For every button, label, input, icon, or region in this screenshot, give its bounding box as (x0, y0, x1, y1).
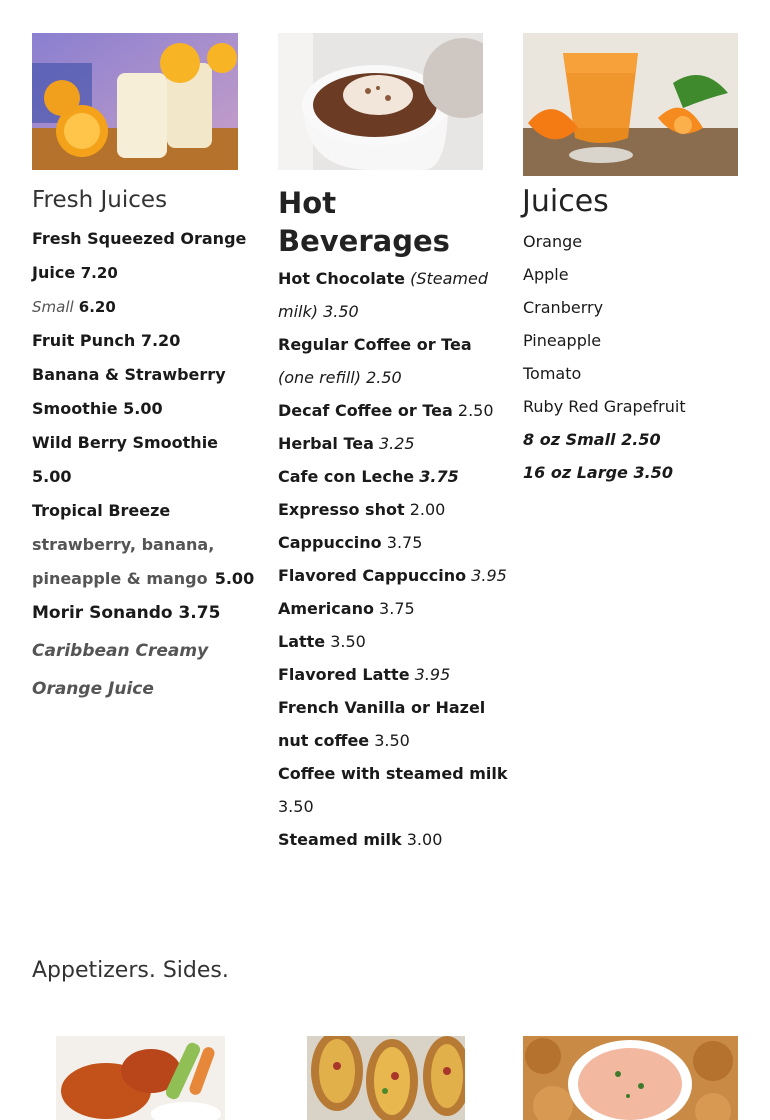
menu-item (32, 262, 118, 284)
hot-beverages-title-line1: Hot (278, 186, 337, 220)
menu-item: Wild Berry Smoothie (32, 433, 219, 452)
menu-item (32, 568, 254, 590)
juice-size-price: 16 oz Large 3.50 (523, 463, 673, 482)
juice-item: Apple (523, 265, 569, 284)
menu-item-name: Hot Chocolate (278, 269, 405, 288)
menu-item (278, 565, 507, 587)
menu-item (278, 631, 366, 653)
menu-item: Tropical Breeze (32, 501, 171, 520)
menu-item-name: Latte (278, 632, 326, 651)
menu-item-name: Steamed milk (278, 830, 402, 849)
hot-beverages-title-line2: Beverages (278, 224, 450, 258)
menu-item (278, 400, 494, 422)
potato-skins-photo (307, 1036, 465, 1120)
menu-item-name: Flavored Latte (278, 665, 410, 684)
menu-item (278, 499, 445, 521)
menu-item-name: Herbal Tea (278, 434, 374, 453)
menu-item-price: 3.95 (414, 665, 451, 684)
menu-item: French Vanilla or Hazel (278, 698, 486, 717)
menu-item-price: 3.75 (379, 599, 415, 618)
menu-item: Banana & Strawberry (32, 365, 226, 384)
smoothie-photo (32, 33, 238, 170)
menu-item-name: Juice (32, 263, 76, 282)
juice-item: Orange (523, 232, 583, 251)
menu-item-desc: pineapple & mango (32, 569, 208, 588)
menu-item-price: 3.50 (278, 797, 314, 816)
menu-item (278, 268, 488, 290)
orange-juice-image (523, 33, 738, 176)
fried-appetizer-photo (523, 1036, 738, 1120)
wings-image (56, 1036, 225, 1120)
menu-item: Coffee with steamed milk (278, 764, 508, 783)
menu-item-price: 3.00 (406, 830, 443, 849)
menu-item (278, 664, 450, 686)
juice-item: Cranberry (523, 298, 604, 317)
menu-item-price: 3.75 (386, 533, 423, 552)
juice-item: Tomato (523, 364, 582, 383)
menu-item-price: 5.00 (214, 569, 255, 588)
juice-size-price: 8 oz Small 2.50 (523, 430, 661, 449)
menu-item-price: 2.00 (409, 500, 446, 519)
juices-title: Juices (522, 184, 609, 219)
potato-skins-image (307, 1036, 465, 1120)
smoothie-image (32, 33, 238, 170)
menu-item: Smoothie 5.00 (32, 399, 163, 418)
menu-item-name: Flavored Cappuccino (278, 566, 467, 585)
menu-item: Caribbean Creamy (32, 641, 209, 661)
size-label: Small (32, 298, 74, 316)
menu-item (32, 296, 116, 318)
menu-item: Fruit Punch 7.20 (32, 331, 181, 350)
menu-item-name: Americano (278, 599, 374, 618)
menu-item-name: Cafe con Leche (278, 467, 415, 486)
menu-item-note: milk) 3.50 (278, 302, 359, 321)
menu-item (278, 829, 442, 851)
fresh-juices-title: Fresh Juices (32, 187, 168, 213)
menu-item-price: 3.50 (330, 632, 366, 651)
menu-item-price: 7.20 (80, 264, 118, 282)
menu-item-price: 3.25 (378, 434, 415, 453)
menu-item-desc: strawberry, banana, (32, 535, 215, 554)
juice-item: Pineapple (523, 331, 602, 350)
menu-item (278, 433, 415, 455)
menu-item: Morir Sonando 3.75 (32, 603, 221, 623)
menu-item-price: 3.95 (471, 566, 507, 585)
menu-item-name: Expresso shot (278, 500, 405, 519)
menu-item-price: 3.50 (374, 731, 410, 750)
menu-item-price: 3.75 (419, 467, 459, 486)
menu-item (278, 532, 422, 554)
menu-item-price: 2.50 (457, 401, 494, 420)
menu-item: Fresh Squeezed Orange (32, 229, 247, 248)
menu-item-price: 6.20 (78, 298, 116, 316)
menu-item (278, 730, 410, 752)
menu-item: Orange Juice (32, 679, 154, 699)
hot-chocolate-image (278, 33, 483, 170)
appetizers-title: Appetizers. Sides. (32, 958, 229, 983)
menu-item-name: nut coffee (278, 731, 370, 750)
orange-juice-photo (523, 33, 738, 176)
wings-photo (56, 1036, 225, 1120)
hot-chocolate-photo (278, 33, 483, 170)
menu-item: Regular Coffee or Tea (278, 335, 472, 354)
menu-item-name: Cappuccino (278, 533, 382, 552)
juice-item: Ruby Red Grapefruit (523, 397, 686, 416)
menu-item (278, 598, 415, 620)
menu-item-name: Decaf Coffee or Tea (278, 401, 453, 420)
menu-item (278, 466, 459, 488)
fried-appetizer-image (523, 1036, 738, 1120)
menu-item-note: (Steamed (410, 269, 488, 288)
menu-item-note: (one refill) 2.50 (278, 368, 402, 387)
menu-item: 5.00 (32, 467, 72, 486)
